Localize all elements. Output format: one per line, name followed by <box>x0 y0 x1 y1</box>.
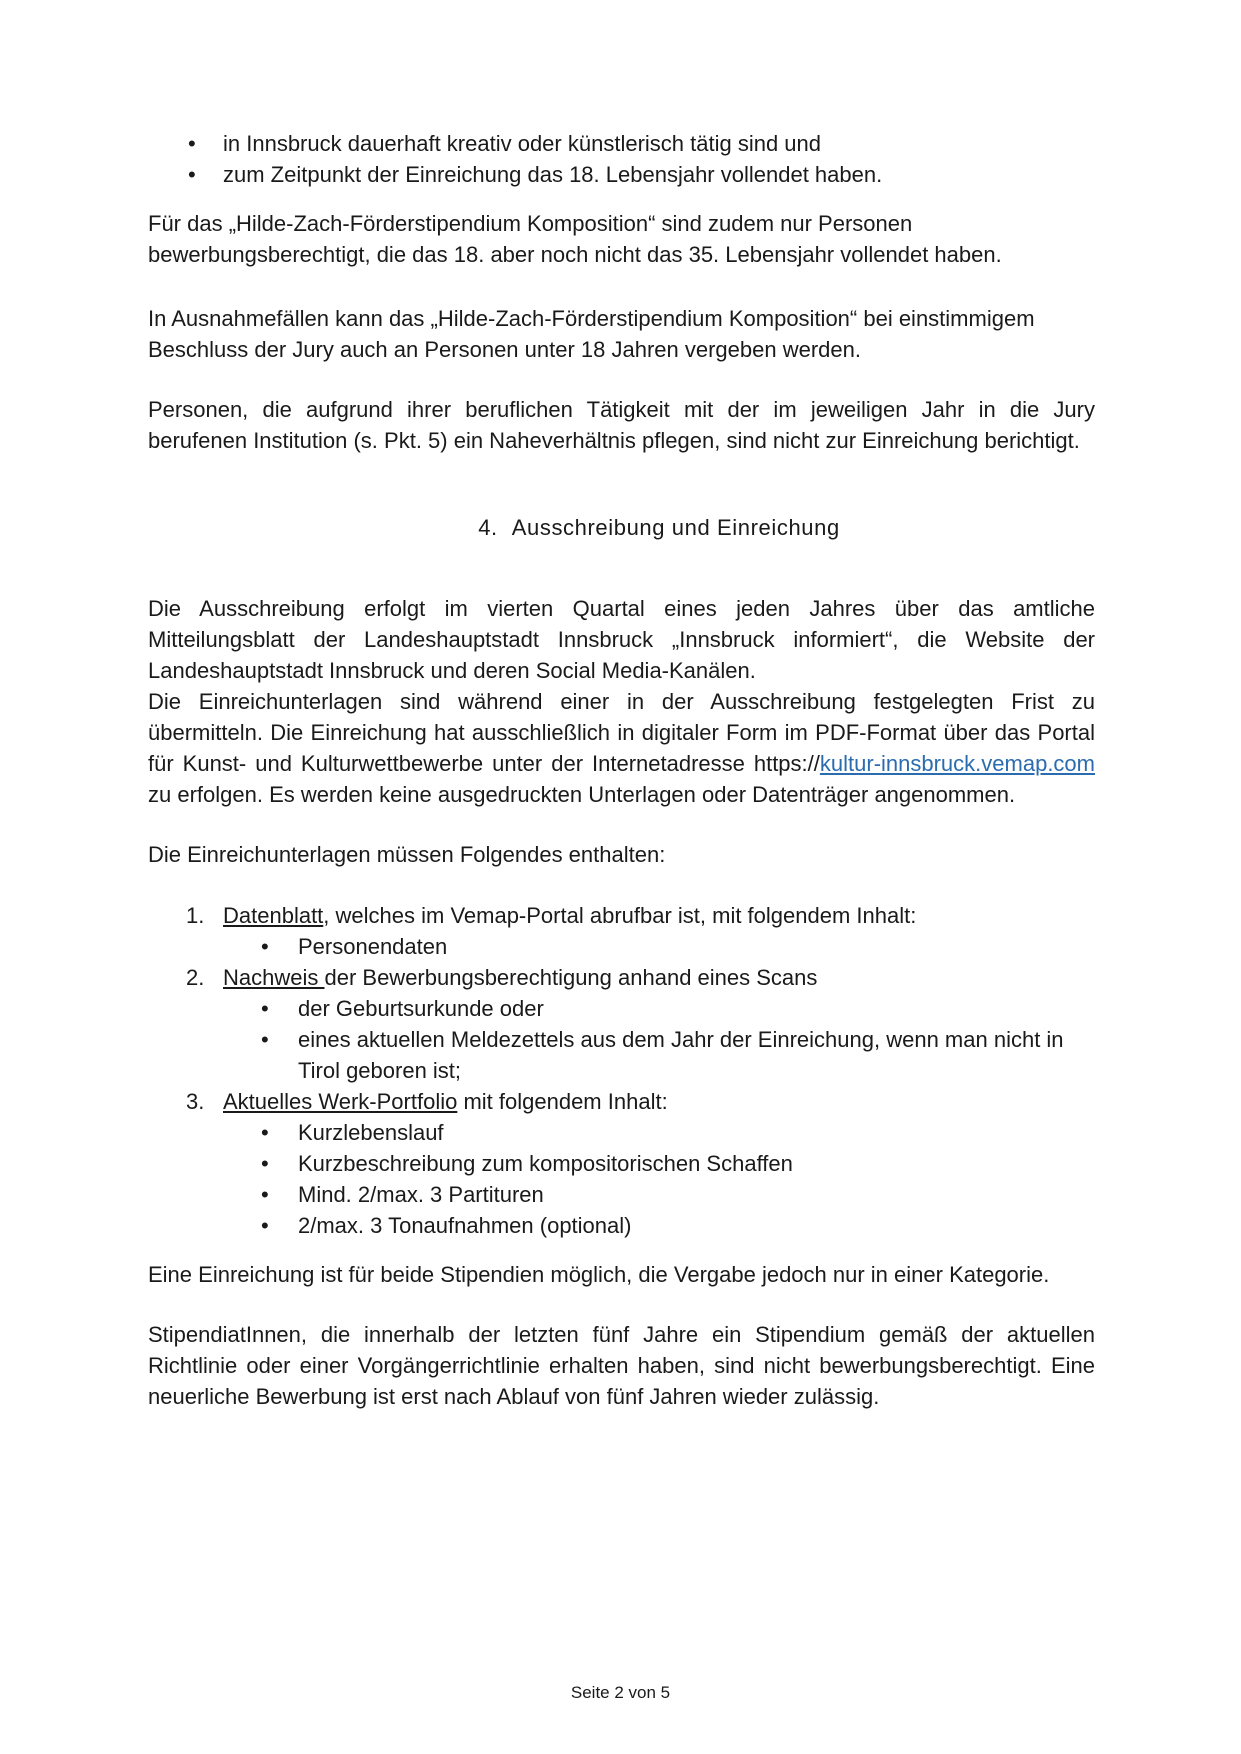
list-item: • Personendaten <box>223 931 1095 962</box>
paragraph-call-for-entries: Die Ausschreibung erfolgt im vierten Quartal eines jeden Jahres über das amtliche Mitteilungsblatt der Landeshauptstadt Innsbruck „Innsbruck informiert“, die Website der Landeshauptstadt Innsbruck und deren Social Media-Kanälen. <box>148 596 1095 683</box>
requirement-text: der Bewerbungsberechtigung anhand eines Scans <box>324 965 818 990</box>
requirement-sublist <box>223 1117 1095 1241</box>
paragraph-submission <box>148 686 1095 810</box>
list-item: • der Geburtsurkunde oder <box>223 993 1095 1024</box>
requirement-title: Nachweis <box>223 965 325 990</box>
submission-text-before: Die Einreichunterlagen sind während einer in der Ausschreibung festgelegten Frist zu übermitteln. Die Einreichung hat ausschließlich in digitaler Form im PDF-Format über das Portal für Kunst- und Kulturwettbewerbe unter der Internetadresse https:// <box>148 689 1095 776</box>
paragraph-five-year-rule: StipendiatInnen, die innerhalb der letzten fünf Jahre ein Stipendium gemäß der aktuellen Richtlinie oder einer Vorgängerrichtlinie erhalten haben, sind nicht bewerbungsberechtigt. Eine neuerliche Bewerbung ist erst nach Ablauf von fünf Jahren wieder zulässig. <box>148 1322 1095 1409</box>
list-item: • zum Zeitpunkt der Einreichung das 18. Lebensjahr vollendet haben. <box>148 159 1095 190</box>
list-item: • Kurzbeschreibung zum kompositorischen Schaffen <box>223 1148 1095 1179</box>
requirement-item <box>148 1086 1095 1241</box>
paragraph-requirements-intro: Die Einreichunterlagen müssen Folgendes enthalten: <box>148 842 666 867</box>
paragraph-conflict-of-interest: Personen, die aufgrund ihrer beruflichen Tätigkeit mit der im jeweiligen Jahr in die Jury berufenen Institution (s. Pkt. 5) ein Naheverhältnis pflegen, sind nicht zur Einreichung berichtigt. <box>148 397 1095 453</box>
requirement-item <box>148 962 1095 1086</box>
requirement-sublist <box>223 993 1095 1086</box>
paragraph-one-category: Eine Einreichung ist für beide Stipendien möglich, die Vergabe jedoch nur in einer Kategorie. <box>148 1262 1050 1287</box>
requirement-sublist <box>223 931 1095 962</box>
page-content <box>148 128 1095 1412</box>
list-item: • eines aktuellen Meldezettels aus dem Jahr der Einreichung, wenn man nicht in Tirol geboren ist; <box>223 1024 1095 1086</box>
requirements-list <box>148 900 1095 1241</box>
requirement-title: Aktuelles Werk-Portfolio <box>223 1089 458 1114</box>
requirement-text: mit folgendem Inhalt: <box>457 1089 668 1114</box>
requirement-title: Datenblatt <box>223 903 324 928</box>
section-title: Ausschreibung und Einreichung <box>511 515 840 540</box>
list-item: • in Innsbruck dauerhaft kreativ oder künstlerisch tätig sind und <box>148 128 1095 159</box>
paragraph-exception: In Ausnahmefällen kann das „Hilde-Zach-Förderstipendium Komposition“ bei einstimmigem Beschluss der Jury auch an Personen unter 18 Jahren vergeben werden. <box>148 306 1035 362</box>
page-number-footer: Seite 2 von 5 <box>570 1683 671 1702</box>
list-item: • Kurzlebenslauf <box>223 1117 1095 1148</box>
list-item: • Mind. 2/max. 3 Partituren <box>223 1179 1095 1210</box>
list-item: • 2/max. 3 Tonaufnahmen (optional) <box>223 1210 1095 1241</box>
requirement-text: , welches im Vemap-Portal abrufbar ist, mit folgendem Inhalt: <box>323 903 917 928</box>
requirement-number: 1. <box>186 903 205 928</box>
requirement-item <box>148 900 1095 962</box>
requirement-number: 3. <box>186 1089 205 1114</box>
intro-bullet-list <box>148 128 1095 190</box>
requirement-number: 2. <box>186 965 205 990</box>
portal-link[interactable]: kultur-innsbruck.vemap.com <box>819 751 1095 776</box>
section-number: 4. <box>478 515 498 540</box>
paragraph-age-limit: Für das „Hilde-Zach-Förderstipendium Komposition“ sind zudem nur Personen bewerbungsberechtigt, die das 18. aber noch nicht das 35. Lebensjahr vollendet haben. <box>148 211 1002 267</box>
submission-text-after: zu erfolgen. Es werden keine ausgedruckten Unterlagen oder Datenträger angenommen. <box>148 782 1016 807</box>
section-heading <box>148 512 1095 543</box>
